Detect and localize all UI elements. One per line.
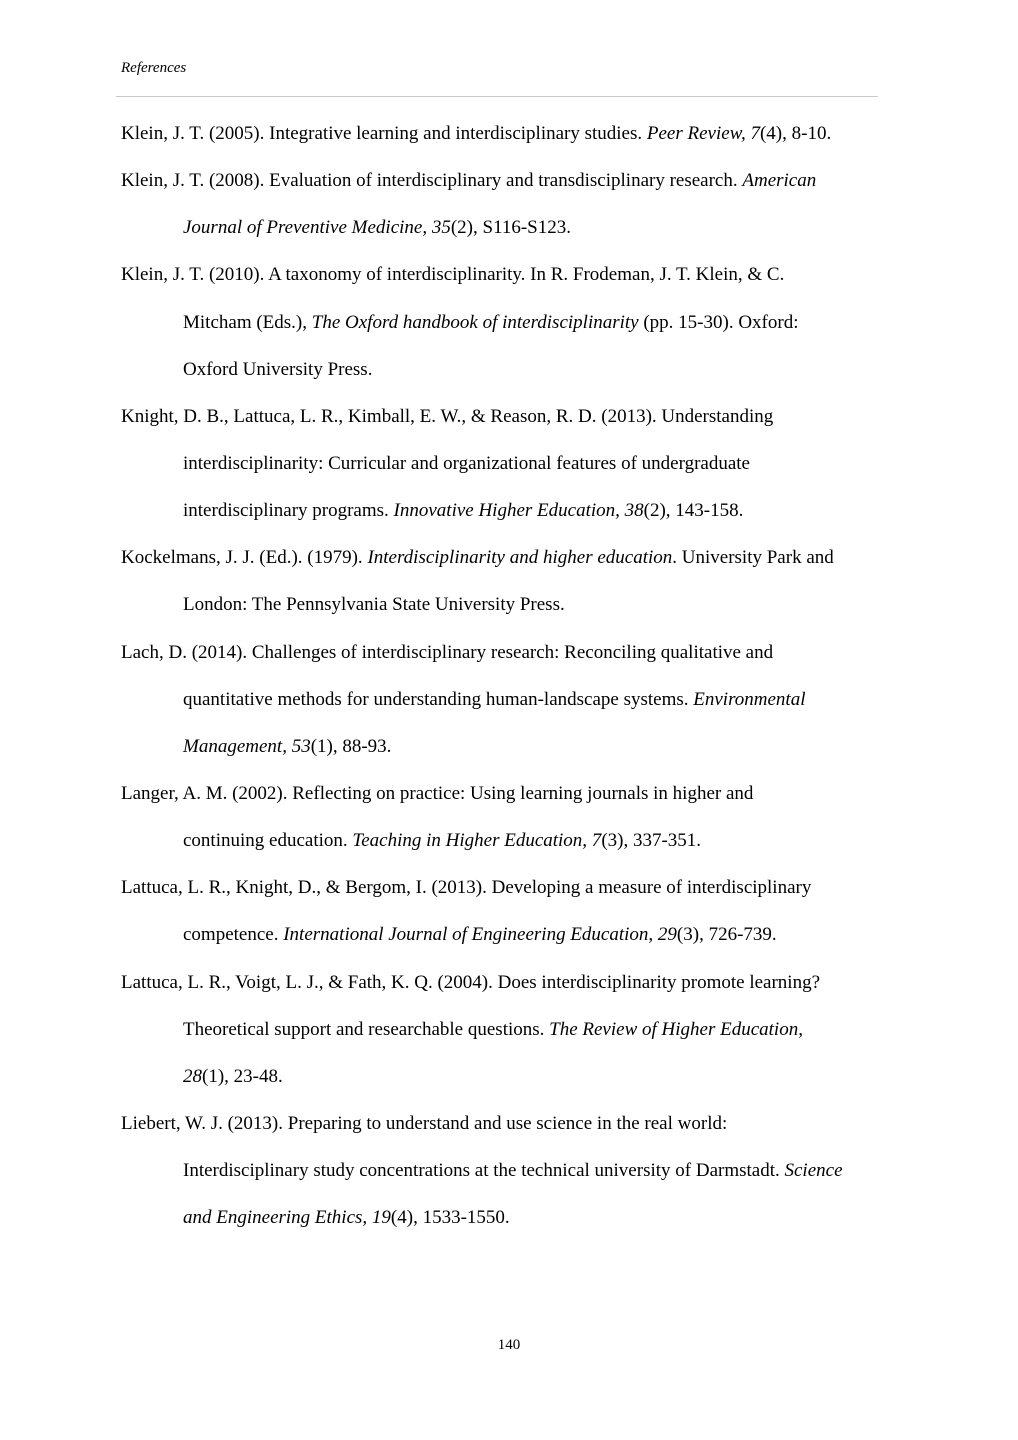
reference-line (121, 817, 921, 864)
reference-text: (1), 88-93. (310, 735, 392, 757)
reference-line (121, 959, 921, 1006)
reference-text: (3), 337-351. (601, 830, 702, 852)
reference-text: Mitcham (Eds.), (183, 311, 312, 333)
reference-list (121, 110, 921, 1241)
reference-line (121, 1053, 921, 1100)
reference-italic-text: Interdisciplinarity and higher education (367, 547, 673, 569)
reference-line (121, 864, 921, 911)
reference-text: continuing education. (183, 830, 353, 852)
reference-italic-text: Innovative Higher Education, 38 (393, 500, 644, 522)
reference-italic-text: Science (784, 1160, 843, 1182)
reference-line (121, 251, 921, 298)
reference-text: Lattuca, L. R., Knight, D., & Bergom, I. (2013). Developing a measure of interdisciplinary (121, 877, 812, 899)
reference-italic-text: Environmental (693, 688, 806, 710)
reference-line (121, 299, 921, 346)
reference-line (121, 157, 921, 204)
reference-entry (121, 393, 921, 534)
reference-italic-text: and Engineering Ethics, 19 (183, 1207, 391, 1229)
reference-italic-text: Peer Review, 7 (646, 123, 760, 144)
reference-italic-text: Management, 53 (183, 735, 311, 757)
reference-text: competence. (183, 924, 284, 946)
reference-text: (2), S116-S123. (450, 217, 572, 239)
reference-italic-text: The Review of Higher Education, (549, 1018, 803, 1040)
reference-text: (2), 143-158. (643, 500, 744, 522)
reference-text: Klein, J. T. (2010). A taxonomy of interdisciplinarity. In R. Frodeman, J. T. Klein, & C. (121, 264, 785, 286)
reference-entry (121, 110, 921, 157)
reference-line (121, 110, 921, 157)
page-number: 140 (497, 1337, 521, 1353)
reference-text: Kockelmans, J. J. (Ed.). (1979). (121, 547, 368, 569)
reference-text: (pp. 15-30). Oxford: (638, 311, 799, 333)
reference-entry (121, 864, 921, 958)
reference-line (121, 770, 921, 817)
reference-entry (121, 770, 921, 864)
reference-text: Klein, J. T. (2008). Evaluation of interdisciplinary and transdisciplinary research. (121, 170, 743, 192)
reference-entry (121, 534, 921, 628)
reference-line (121, 1194, 921, 1241)
reference-text: Knight, D. B., Lattuca, L. R., Kimball, E. W., & Reason, R. D. (2013). Understanding (121, 405, 774, 427)
reference-line (121, 534, 921, 581)
reference-text: London: The Pennsylvania State University Press. (183, 594, 565, 616)
reference-line (121, 440, 921, 487)
reference-line (121, 393, 921, 440)
reference-text: Oxford University Press. (183, 358, 373, 380)
reference-text: (1), 23-48. (202, 1065, 283, 1087)
reference-text: interdisciplinary programs. (183, 500, 394, 522)
header-rule (116, 96, 878, 97)
reference-line (121, 346, 921, 393)
reference-line (121, 723, 921, 770)
reference-text: quantitative methods for understanding human-landscape systems. (183, 688, 694, 710)
reference-italic-text: The Oxford handbook of interdisciplinarity (311, 311, 639, 333)
reference-line (121, 1100, 921, 1147)
reference-line (121, 487, 921, 534)
reference-entry (121, 1100, 921, 1241)
reference-text: (4), 8-10. (759, 123, 832, 144)
reference-line (121, 581, 921, 628)
running-head: References (121, 60, 187, 76)
reference-entry (121, 251, 921, 392)
reference-text: (3), 726-739. (676, 924, 777, 946)
reference-line (121, 911, 921, 958)
reference-text: Interdisciplinary study concentrations at the technical university of Darmstadt. (183, 1160, 785, 1182)
reference-text: Klein, J. T. (2005). Integrative learning and interdisciplinary studies. (121, 123, 647, 144)
reference-text: Lach, D. (2014). Challenges of interdisciplinary research: Reconciling qualitative and (121, 641, 774, 663)
reference-italic-text: 28 (183, 1065, 202, 1087)
reference-text: interdisciplinarity: Curricular and organizational features of undergraduate (183, 452, 750, 474)
reference-text: Langer, A. M. (2002). Reflecting on practice: Using learning journals in higher and (121, 782, 754, 804)
reference-text: Theoretical support and researchable questions. (183, 1018, 550, 1040)
reference-text: Lattuca, L. R., Voigt, L. J., & Fath, K. Q. (2004). Does interdisciplinarity promote learning? (121, 971, 821, 993)
reference-italic-text: Teaching in Higher Education, 7 (352, 830, 602, 852)
reference-italic-text: American (742, 170, 817, 192)
reference-text: Liebert, W. J. (2013). Preparing to understand and use science in the real world: (121, 1112, 728, 1134)
reference-italic-text: Journal of Preventive Medicine, 35 (183, 217, 451, 239)
reference-line (121, 1006, 921, 1053)
reference-line (121, 676, 921, 723)
reference-line (121, 1147, 921, 1194)
reference-entry (121, 629, 921, 770)
reference-line (121, 629, 921, 676)
reference-text: . University Park and (672, 547, 834, 569)
reference-entry (121, 959, 921, 1100)
reference-line (121, 204, 921, 251)
reference-entry (121, 157, 921, 251)
reference-italic-text: International Journal of Engineering Education, 29 (283, 924, 677, 946)
reference-text: (4), 1533-1550. (390, 1207, 510, 1229)
